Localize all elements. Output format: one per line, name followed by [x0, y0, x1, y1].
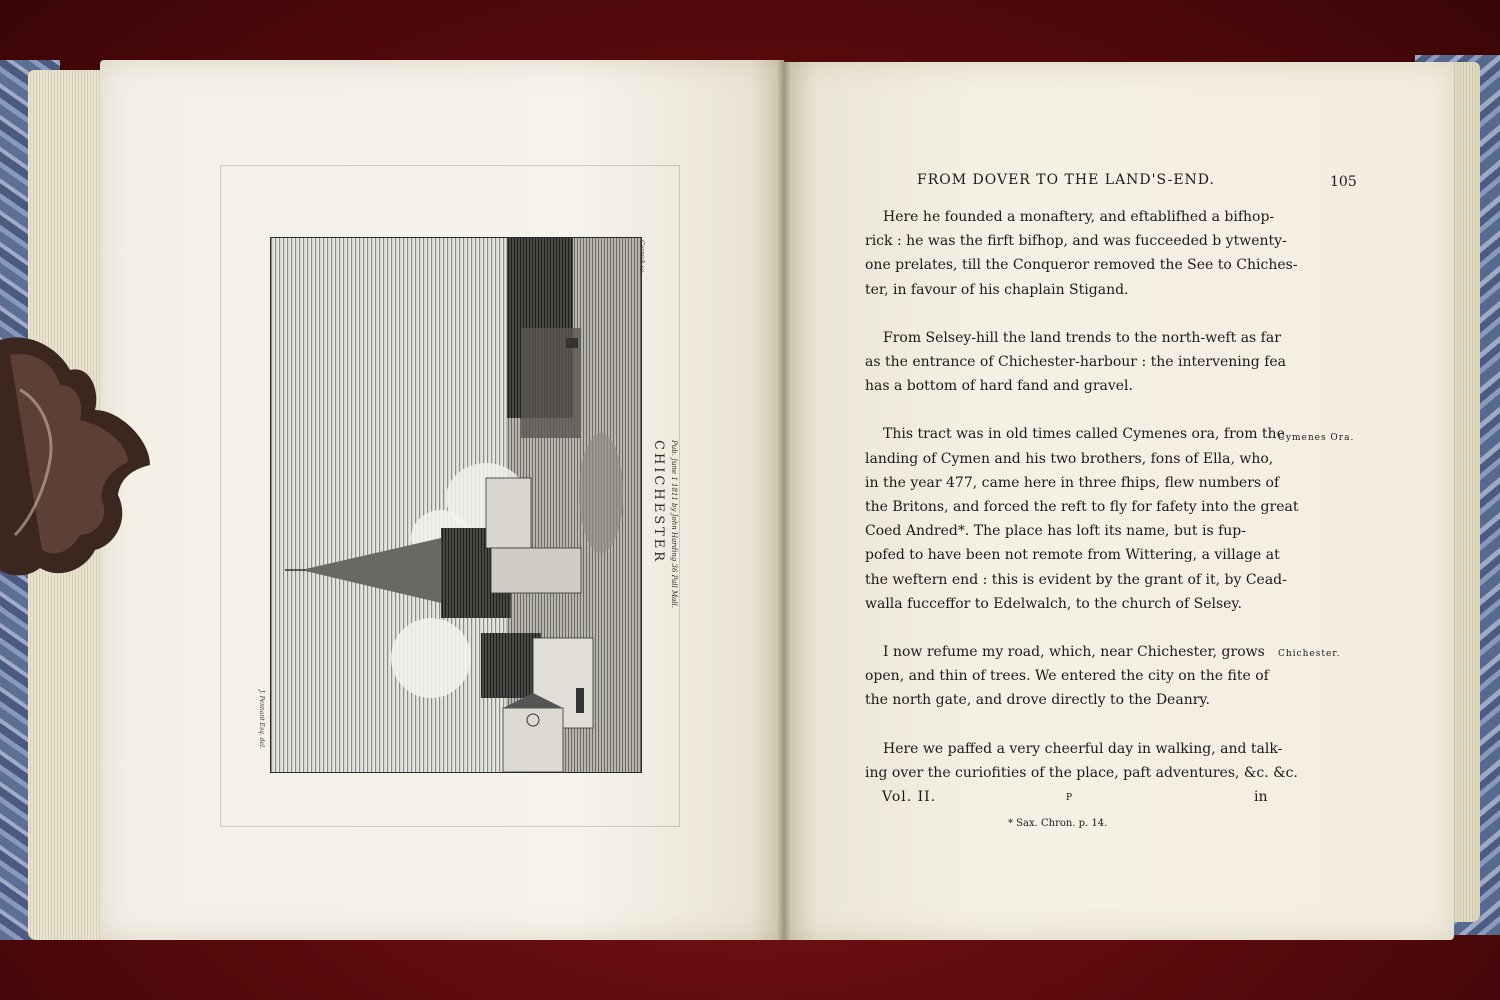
- catchword: in: [1254, 789, 1268, 805]
- text-line: I now refume my road, which, near Chichester, grows: [883, 644, 1265, 661]
- engraving-chichester: [270, 237, 642, 773]
- text-line: the Britons, and forced the reft to fly for fafety into the great: [865, 499, 1299, 516]
- page-number: 105: [1330, 174, 1357, 190]
- plate-title: CHICHESTER: [651, 440, 666, 565]
- engraving-illustration: [271, 238, 641, 772]
- metal-clasp-icon: [0, 330, 160, 590]
- text-line: one prelates, till the Conqueror removed the See to Chiches-: [865, 257, 1298, 274]
- plate-artist-credit: J. Pennant Esq. del.: [258, 690, 265, 749]
- text-line: ter, in favour of his chaplain Stigand.: [865, 281, 1129, 298]
- running-head: FROM DOVER TO THE LAND'S-END.: [917, 172, 1215, 188]
- text-line: Coed Andred*. The place has loft its name, but is fup-: [865, 523, 1247, 540]
- text-line: Here he founded a monaftery, and eftablifhed a bifhop-: [883, 209, 1275, 225]
- footnote: * Sax. Chron. p. 14.: [1008, 818, 1108, 829]
- paragraph: [865, 737, 1298, 785]
- text-line: From Selsey-hill the land trends to the north-weft as far: [883, 329, 1281, 346]
- paragraph: [865, 422, 1299, 616]
- paragraph: [865, 640, 1275, 713]
- text-line: Here we paffed a very cheerful day in walking, and talk-: [883, 740, 1283, 757]
- text-line: ing over the curiofities of the place, paft adventures, &c. &c.: [865, 764, 1298, 781]
- page-body: [865, 205, 1299, 809]
- paragraph: [865, 326, 1287, 399]
- text-line: the weftern end : this is evident by the grant of it, by Cead-: [865, 571, 1287, 588]
- text-line: landing of Cymen and his two brothers, fons of Ella, who,: [865, 450, 1274, 467]
- text-line: the north gate, and drove directly to the Deanry.: [865, 692, 1210, 709]
- plate-engraver-credit: Cornish sc.: [638, 240, 645, 275]
- text-line: in the year 477, came here in three fhips, flew numbers of: [865, 474, 1280, 491]
- text-line: has a bottom of hard fand and gravel.: [865, 378, 1133, 395]
- text-line: open, and thin of trees. We entered the city on the fite of: [865, 668, 1269, 685]
- side-note-chichester: Chichester.: [1278, 649, 1341, 659]
- text-line: This tract was in old times called Cymenes ora, from the: [883, 426, 1285, 443]
- text-line: walla fucceffor to Edelwalch, to the church of Selsey.: [865, 595, 1242, 612]
- text-line: as the entrance of Chichester-harbour : the intervening fea: [865, 354, 1287, 371]
- book-gutter: [778, 60, 790, 940]
- side-note-cymenes: Cymenes Ora.: [1278, 433, 1355, 443]
- text-line: pofed to have been not remote from Wittering, a village at: [865, 547, 1280, 564]
- signature-mark: P: [1066, 793, 1073, 803]
- signature-volume: Vol. II.: [882, 789, 937, 805]
- paragraph: [865, 205, 1298, 302]
- text-line: rick : he was the firft bifhop, and was fucceeded b ytwenty-: [865, 233, 1287, 250]
- plate-publication-line: Pub. June 1 1811 by John Harding 36 Pall Mall.: [670, 440, 678, 608]
